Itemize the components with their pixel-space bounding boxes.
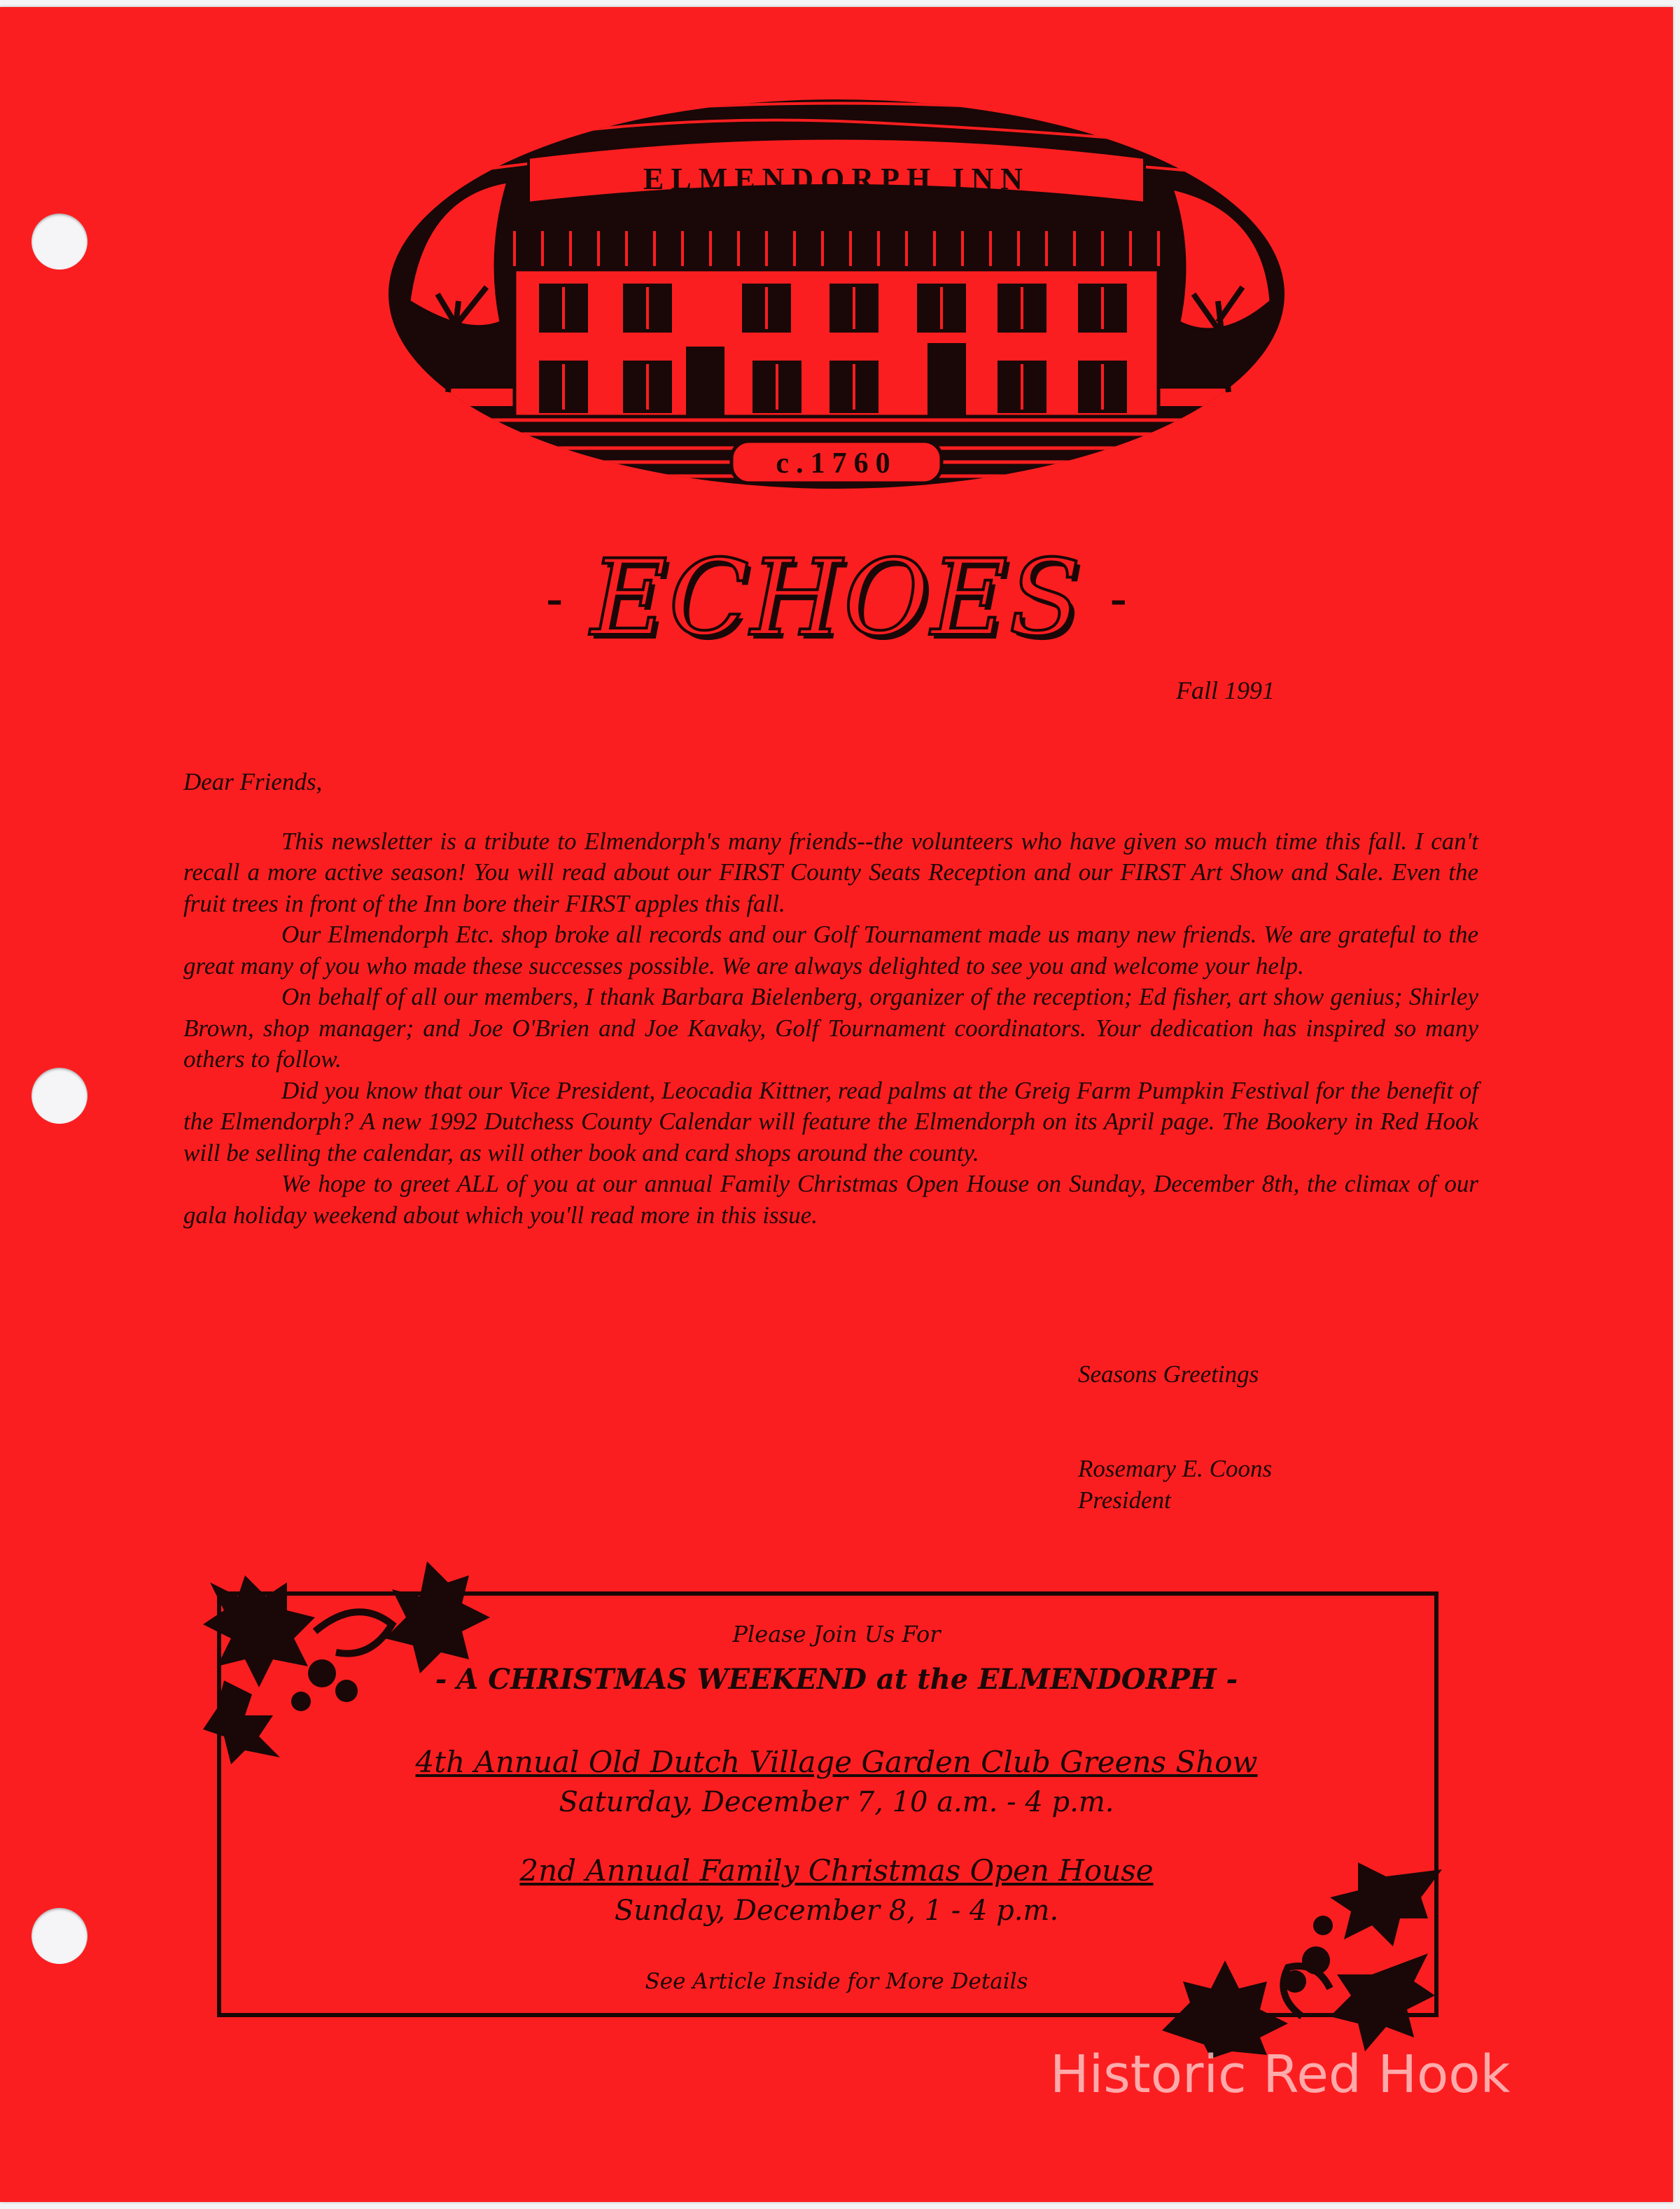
newsletter-page — [0, 7, 1673, 2202]
issue-date: Fall 1991 — [1176, 676, 1275, 704]
letter-paragraph: On behalf of all our members, I thank Barbara Bielenberg, organizer of the reception; Ed fisher, art show genius; Shirley Brown, shop manager; and Joe O'Brien and Joe Kavaky, Golf Tournament coordinators. Your dedication has inspired so many others to follow. — [183, 983, 1478, 1073]
invitation-intro: Please Join Us For — [732, 1621, 941, 1647]
masthead — [0, 539, 1673, 658]
signature-title: President — [1078, 1486, 1171, 1514]
invitation-footer: See Article Inside for More Details — [645, 1969, 1028, 1994]
inn-logo — [382, 91, 1292, 511]
event-time: Saturday, December 7, 10 a.m. - 4 p.m. — [559, 1786, 1114, 1818]
letter-paragraph: Our Elmendorph Etc. shop broke all records and our Golf Tournament made us many new friends. We are grateful to the great many of you who made these successes possible. We are always delighted to see you and welcome your help. — [183, 921, 1478, 980]
invitation-heading: - A CHRISTMAS WEEKEND at the ELMENDORPH - — [435, 1663, 1238, 1696]
letter-paragraph: This newsletter is a tribute to Elmendorph's many friends--the volunteers who have given so much time this fall. I can't recall a more active season! You will read about our FIRST County Seats Reception and our FIRST Art Show and Sale. Even the fruit trees in front of the Inn bore their FIRST apples this fall. — [183, 827, 1478, 917]
president-letter — [183, 767, 1478, 1231]
event-name: 4th Annual Old Dutch Village Garden Club Greens Show — [415, 1745, 1258, 1779]
closing-greeting: Seasons Greetings — [1078, 1360, 1259, 1388]
watermark: Historic Red Hook — [1050, 2044, 1511, 2105]
letter-greeting: Dear Friends, — [183, 768, 323, 795]
letter-paragraph: Did you know that our Vice President, Leocadia Kittner, read palms at the Greig Farm Pumpkin Festival for the benefit of the Elmendorph? A new 1992 Dutchess County Calendar will feature the Elmendorph on its April page. The Bookery in Red Hook will be selling the calendar, as will other book and card shops around the county. — [183, 1076, 1478, 1166]
masthead-title: ECHOES — [590, 538, 1083, 660]
masthead-dash-left: - — [546, 571, 563, 625]
logo-year: c.1760 — [776, 447, 897, 480]
logo-inn-name: ELMENDORPH INN — [643, 162, 1030, 196]
event-time: Sunday, December 8, 1 - 4 p.m. — [614, 1895, 1059, 1927]
punch-hole — [31, 214, 88, 270]
letter-paragraph: We hope to greet ALL of you at our annual Family Christmas Open House on Sunday, December 8th, the climax of our gala holiday weekend about which you'll read more in this issue. — [183, 1170, 1478, 1229]
masthead-dash-right: - — [1110, 571, 1127, 625]
signature-name: Rosemary E. Coons — [1078, 1455, 1273, 1482]
event-name: 2nd Annual Family Christmas Open House — [519, 1853, 1154, 1888]
punch-hole — [31, 1068, 88, 1124]
christmas-invitation — [0, 1621, 1673, 1994]
letter-closing — [1078, 1358, 1272, 1516]
